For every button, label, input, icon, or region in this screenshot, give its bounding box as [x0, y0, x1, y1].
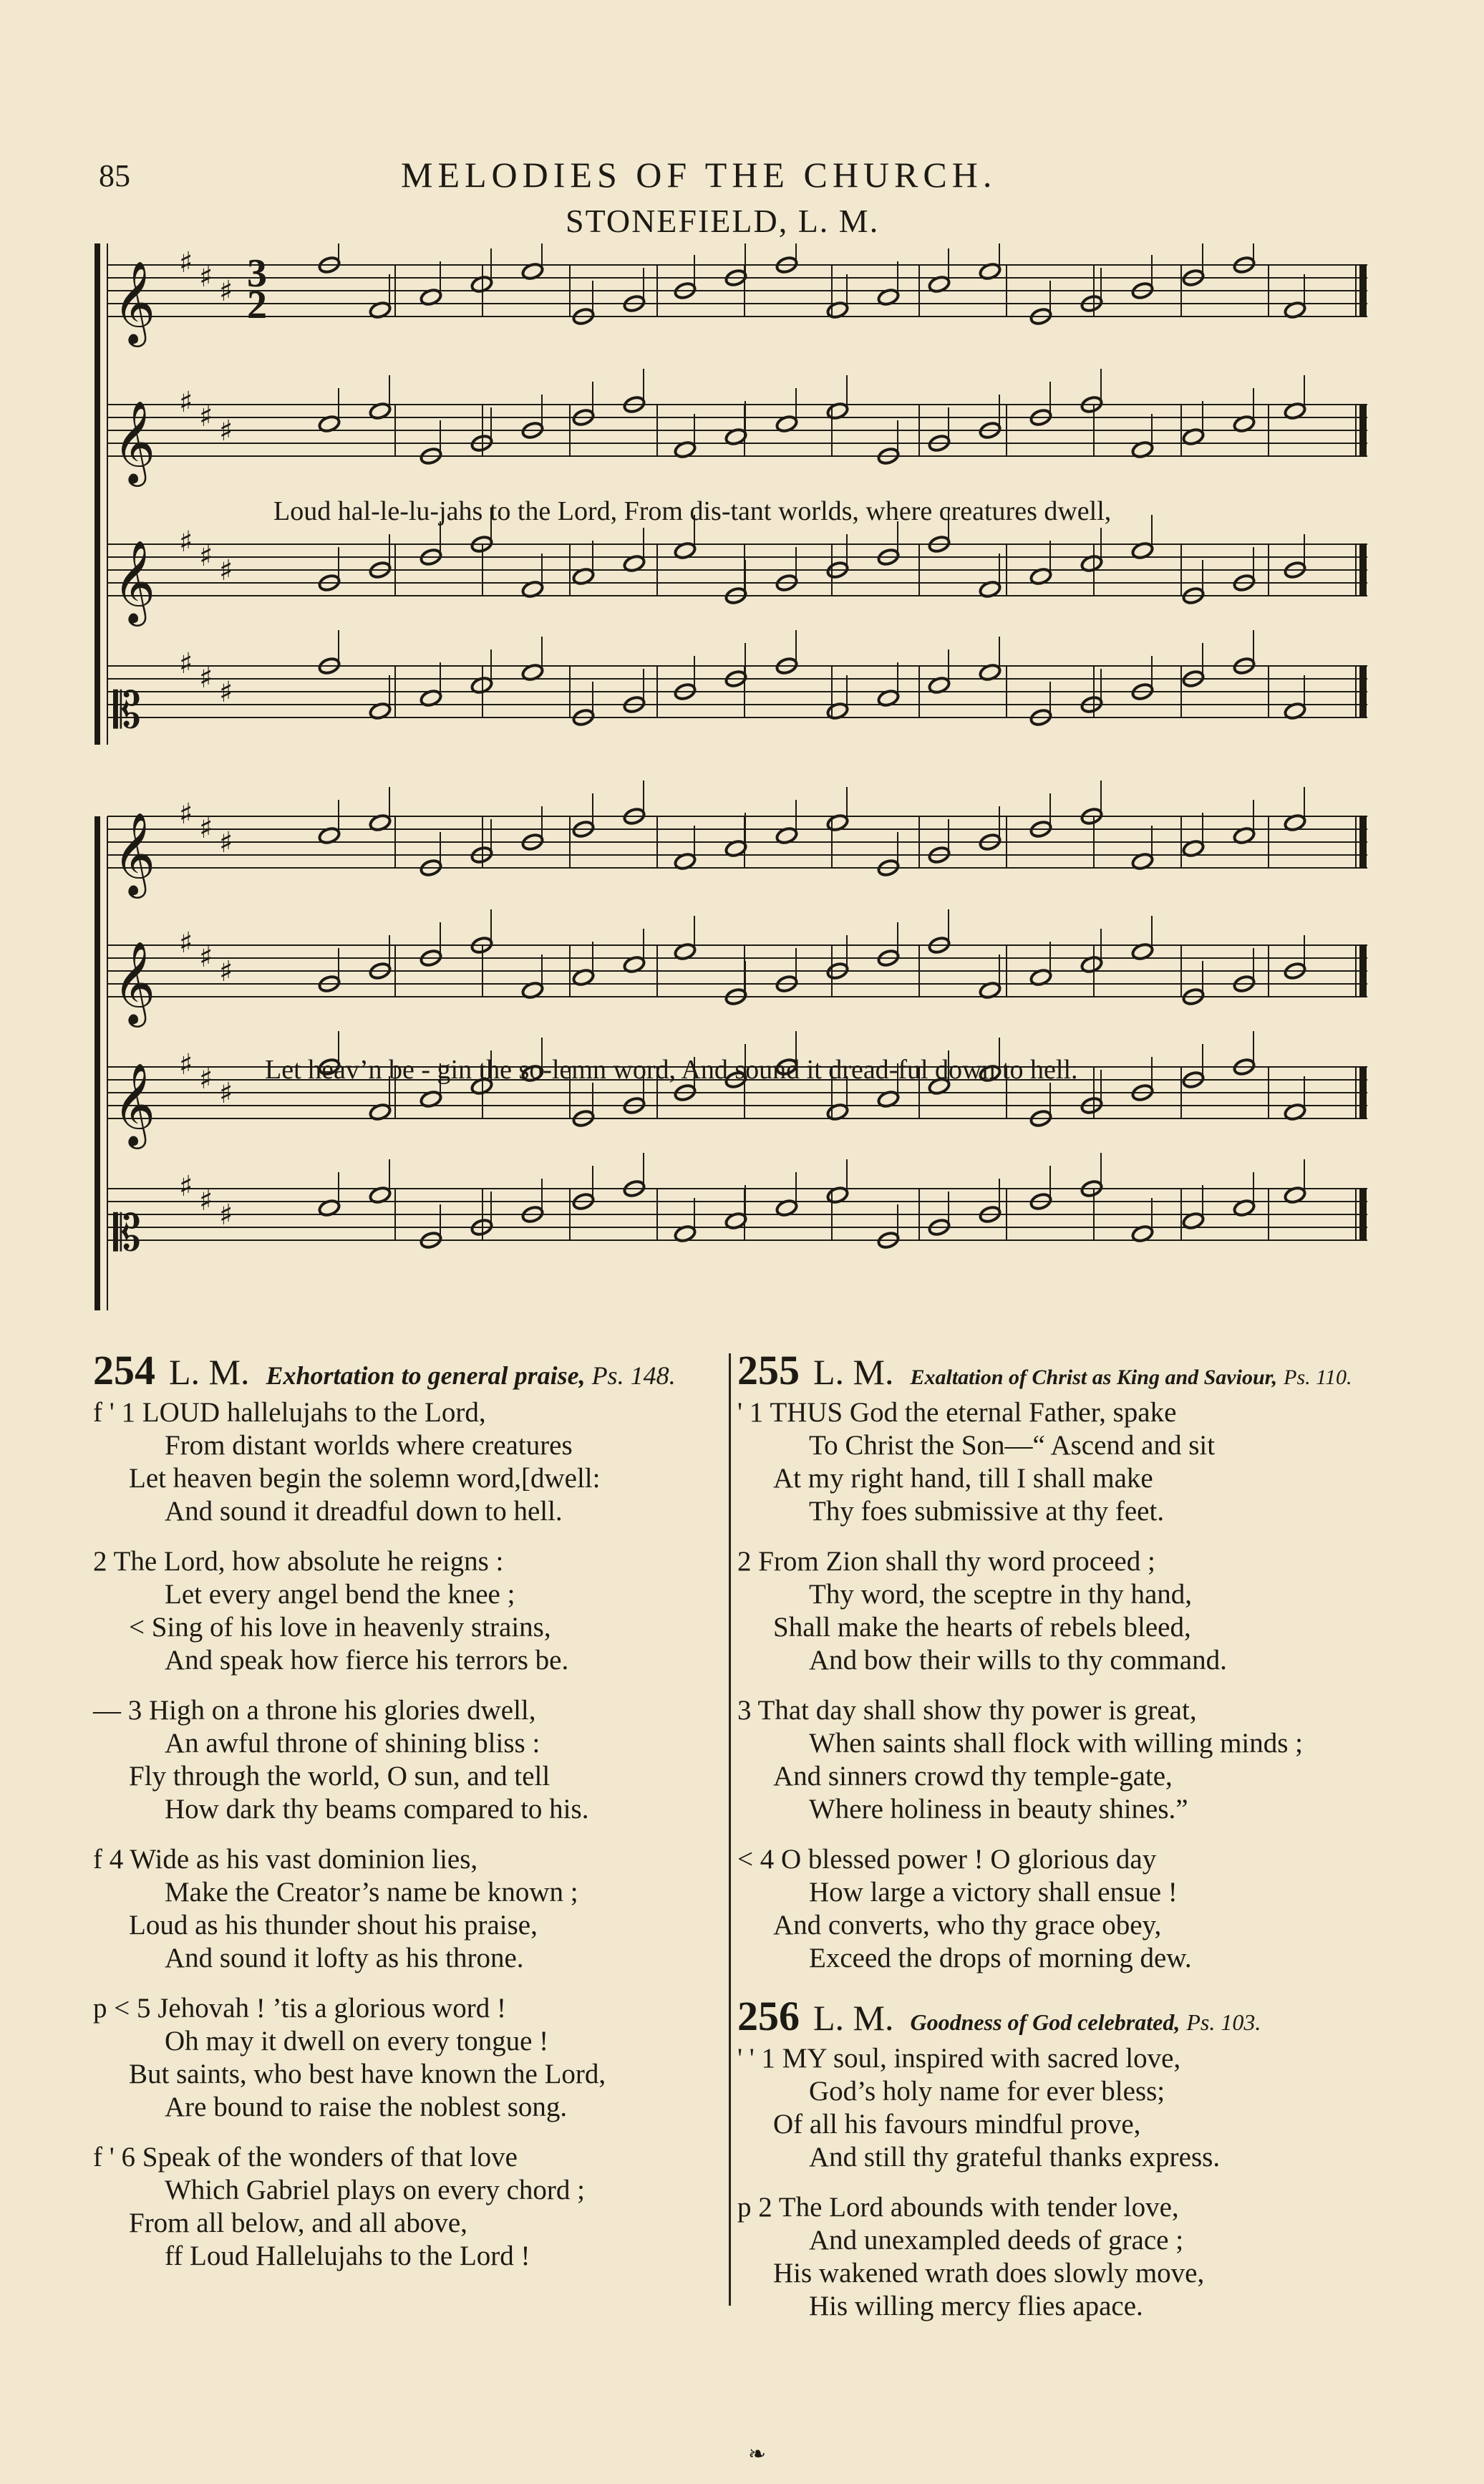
svg-text:♯: ♯ — [219, 826, 233, 859]
stanza-line: ' ' 1 MY soul, inspired with sacred love, — [737, 2043, 1181, 2074]
stanza — [737, 1694, 1382, 1826]
stanza-line: Make the Creator’s name be known ; — [165, 1877, 578, 1908]
svg-text:♯: ♯ — [179, 927, 193, 960]
column-divider — [729, 1353, 731, 2306]
stanza-line: < Sing of his love in heavenly strains, — [129, 1612, 551, 1643]
hymn-number: 255 — [737, 1347, 800, 1393]
stanza-line: < 4 O blessed power ! O glorious day — [737, 1844, 1157, 1875]
stanza-line: And speak how fierce his terrors be. — [165, 1645, 569, 1676]
stanza — [93, 1396, 737, 1528]
stanza — [93, 1843, 737, 1975]
stanza-line: Thy foes submissive at thy feet. — [809, 1496, 1165, 1527]
svg-text:♯: ♯ — [179, 386, 193, 419]
bar-lines — [395, 265, 1366, 1240]
stanza-line: f ' 6 Speak of the wonders of that love — [93, 2142, 518, 2173]
hymn-255-stanzas — [737, 1396, 1382, 1975]
hymn-psalm: Ps. 148. — [591, 1361, 676, 1390]
stanza-line: 3 That day shall show thy power is great, — [737, 1695, 1197, 1726]
stanza — [93, 1992, 737, 2124]
hymn-subject: Exaltation of Christ as King and Saviour, — [910, 1366, 1278, 1389]
stanza-line: And sound it dreadful down to hell. — [165, 1496, 563, 1527]
hymn-meter: L. M. — [813, 1998, 894, 2038]
stanza-line: Are bound to raise the noblest song. — [165, 2092, 568, 2122]
stanza-line: f 4 Wide as his vast dominion lies, — [93, 1844, 478, 1875]
svg-text:♯: ♯ — [199, 1063, 213, 1096]
svg-text:♯: ♯ — [179, 1048, 193, 1081]
svg-text:♯: ♯ — [179, 526, 193, 559]
stanza-line: And sound it lofty as his throne. — [165, 1943, 524, 1973]
svg-text:♯: ♯ — [199, 812, 213, 845]
hymn-255 — [737, 1346, 1382, 2340]
svg-text:♯: ♯ — [179, 647, 193, 680]
stanza-line: Which Gabriel plays on every chord ; — [165, 2175, 585, 2205]
stanza-line: Loud as his thunder shout his praise, — [129, 1910, 538, 1941]
svg-text:♯: ♯ — [219, 1077, 233, 1110]
hymn-256-heading — [737, 1992, 1382, 2042]
hymn-subject: Exhortation to general praise, — [266, 1361, 586, 1390]
stanza — [93, 2141, 737, 2273]
svg-text:♯: ♯ — [219, 955, 233, 988]
svg-text:𝄞: 𝄞 — [113, 1062, 156, 1146]
stanza-line: From distant worlds where creatures — [165, 1430, 573, 1461]
svg-text:𝄞: 𝄞 — [113, 400, 156, 483]
hymn-psalm: Ps. 110. — [1284, 1366, 1352, 1389]
svg-text:♯: ♯ — [219, 676, 233, 709]
svg-text:𝄞: 𝄞 — [113, 260, 156, 344]
music-score — [93, 243, 1382, 1332]
time-signature-bottom: 2 — [247, 283, 267, 327]
svg-text:♯: ♯ — [179, 798, 193, 831]
lyric-line-1: Loud hal-le-lu-jahs to the Lord, From dis-tant worlds, where creatures dwell, — [273, 496, 1112, 526]
stanza-line: Oh may it dwell on every tongue ! — [165, 2026, 549, 2057]
notes — [318, 243, 1306, 1250]
stanza-line: His wakened wrath does slowly move, — [773, 2258, 1205, 2289]
svg-text:𝄞: 𝄞 — [113, 539, 156, 623]
stanza-line: Fly through the world, O sun, and tell — [129, 1761, 551, 1792]
stanza-line: ff Loud Hallelujahs to the Lord ! — [165, 2241, 530, 2271]
hymn-subject: Goodness of God celebrated, — [910, 2009, 1180, 2035]
svg-text:♯: ♯ — [199, 261, 213, 294]
hymn-254-heading — [93, 1346, 737, 1396]
stanza-line: God’s holy name for ever bless; — [809, 2076, 1165, 2107]
hymn-254 — [93, 1346, 737, 2290]
stanza-line: At my right hand, till I shall make — [773, 1463, 1153, 1494]
clefs — [113, 246, 233, 1262]
time-signature-top: 3 — [247, 251, 267, 296]
svg-text:♯: ♯ — [199, 400, 213, 433]
stanza-line: His willing mercy flies apace. — [809, 2291, 1143, 2321]
svg-text:♯: ♯ — [219, 415, 233, 448]
hymn-256-stanzas — [737, 2042, 1382, 2323]
svg-text:𝄞: 𝄞 — [113, 811, 156, 895]
svg-text:♯: ♯ — [219, 275, 233, 308]
stanza — [737, 1545, 1382, 1677]
svg-text:♯: ♯ — [199, 540, 213, 573]
stanza-line: How dark thy beams compared to his. — [165, 1794, 589, 1825]
svg-text:𝄡: 𝄡 — [113, 681, 142, 740]
lyric-line-2: Let heav’n be - gin the so-lemn word, And sound it dread-ful down to hell. — [265, 1055, 1078, 1085]
stanza — [93, 1694, 737, 1826]
stanza-line: To Christ the Son—“ Ascend and sit — [809, 1430, 1216, 1461]
stanza-line: Thy word, the sceptre in thy hand, — [809, 1579, 1193, 1610]
stanza-line: But saints, who best have known the Lord, — [129, 2059, 606, 2089]
stanza-line: Exceed the drops of morning dew. — [809, 1943, 1192, 1973]
svg-text:♯: ♯ — [179, 246, 193, 279]
stanza-line: And converts, who thy grace obey, — [773, 1910, 1162, 1941]
stanza-line: f ' 1 LOUD hallelujahs to the Lord, — [93, 1397, 486, 1428]
svg-text:♯: ♯ — [179, 1170, 193, 1203]
hymn-meter: L. M. — [813, 1352, 894, 1392]
hymn-psalm: Ps. 103. — [1186, 2009, 1261, 2035]
svg-text:♯: ♯ — [199, 941, 213, 974]
svg-text:𝄞: 𝄞 — [113, 940, 156, 1024]
stanza-line: And bow their wills to thy command. — [809, 1645, 1227, 1676]
hymn-meter: L. M. — [169, 1352, 250, 1392]
stanza-line: p < 5 Jehovah ! ’tis a glorious word ! — [93, 1993, 506, 2024]
stanza — [737, 2042, 1382, 2174]
hymn-number: 256 — [737, 1993, 800, 2039]
stanza-line: 2 From Zion shall thy word proceed ; — [737, 1546, 1155, 1577]
hymn-255-heading — [737, 1346, 1382, 1396]
page-number: 85 — [99, 158, 130, 193]
svg-text:♯: ♯ — [219, 554, 233, 587]
stanza-line: From all below, and all above, — [129, 2208, 467, 2238]
stanza-line: And still thy grateful thanks express. — [809, 2142, 1221, 2173]
stanza — [93, 1545, 737, 1677]
stanza-line: Where holiness in beauty shines.” — [809, 1794, 1188, 1825]
printer-ornament: ❧ — [748, 2442, 767, 2466]
stanza-line: How large a victory shall ensue ! — [809, 1877, 1178, 1908]
svg-text:♯: ♯ — [199, 1184, 213, 1217]
stanza-line: Shall make the hearts of rebels bleed, — [773, 1612, 1191, 1643]
stanza — [737, 1396, 1382, 1528]
staff-lines — [107, 265, 1367, 1240]
svg-text:♯: ♯ — [199, 662, 213, 695]
stanza-line: When saints shall flock with willing minds ; — [809, 1728, 1304, 1759]
stanza-line: Let every angel bend the knee ; — [165, 1579, 515, 1610]
stanza-line: — 3 High on a throne his glories dwell, — [93, 1695, 536, 1726]
stanza-line: Of all his favours mindful prove, — [773, 2109, 1141, 2140]
stanza-line: 2 The Lord, how absolute he reigns : — [93, 1546, 504, 1577]
stanza — [737, 2191, 1382, 2323]
stanza-line: And sinners crowd thy temple-gate, — [773, 1761, 1173, 1792]
time-signatures — [247, 251, 267, 327]
stanza-line: An awful throne of shining bliss : — [165, 1728, 540, 1759]
stanza-line: Let heaven begin the solemn word,[dwell: — [129, 1463, 601, 1494]
tune-title: STONEFIELD, L. M. — [566, 203, 880, 239]
running-title: MELODIES OF THE CHURCH. — [401, 155, 997, 195]
stanza-line: p 2 The Lord abounds with tender love, — [737, 2192, 1179, 2223]
stanza-line: And unexampled deeds of grace ; — [809, 2225, 1184, 2256]
svg-text:𝄡: 𝄡 — [113, 1204, 142, 1262]
hymn-number: 254 — [93, 1347, 155, 1393]
stanza-line: ' 1 THUS God the eternal Father, spake — [737, 1397, 1177, 1428]
hymn-254-stanzas — [93, 1396, 737, 2273]
svg-text:♯: ♯ — [219, 1199, 233, 1232]
stanza — [737, 1843, 1382, 1975]
